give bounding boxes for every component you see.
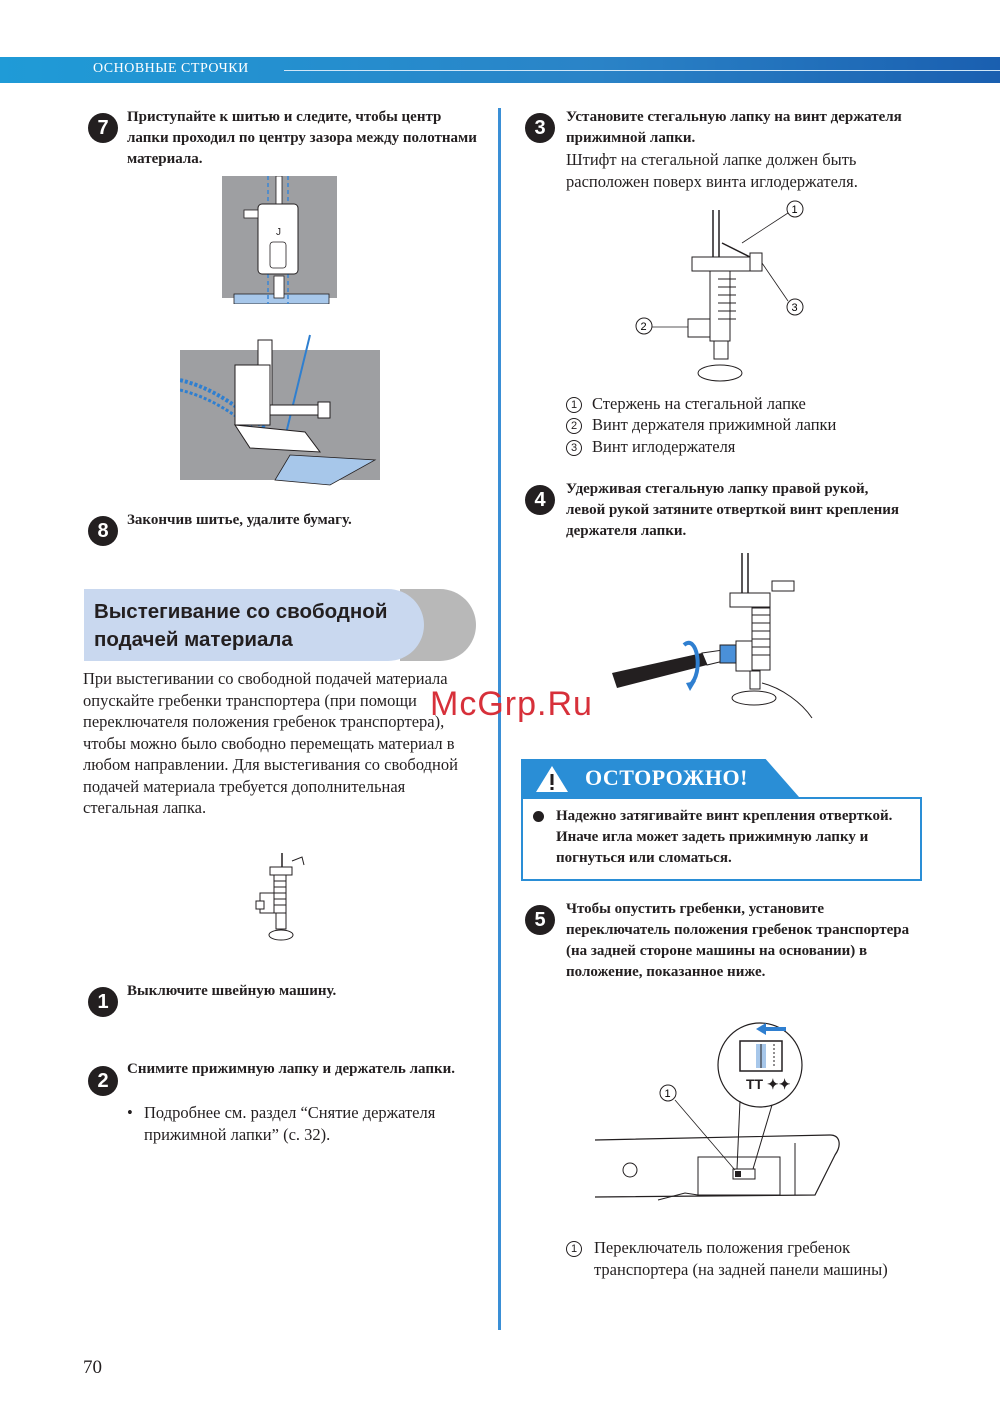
svg-text:1: 1 xyxy=(791,204,798,216)
watermark: McGrp.Ru xyxy=(430,685,593,723)
warning-text: Надежно затягивайте винт крепления отверткой. Иначе игла может задеть прижимную лапку и погнуться или сломаться. xyxy=(556,808,893,866)
step-1-title: Выключите швейную машину. xyxy=(127,983,337,999)
section-header: ОСНОВНЫЕ СТРОЧКИ xyxy=(93,61,249,76)
quilting-foot-install-illustration xyxy=(630,195,815,390)
page-number: 70 xyxy=(83,1357,102,1378)
step-2-title: Снимите прижимную лапку и держатель лапки. xyxy=(127,1061,456,1077)
warning-title: ОСТОРОЖНО! xyxy=(585,765,748,790)
legend-item: 3 Винт иглодержателя xyxy=(566,436,906,458)
legend-item: 2 Винт держателя прижимной лапки xyxy=(566,414,906,436)
step-1-number: 1 xyxy=(88,987,118,1017)
section-title: Выстегивание со свободной подачей материала xyxy=(94,600,388,651)
svg-text:ΤΤ ✦✦: ΤΤ ✦✦ xyxy=(746,1076,791,1092)
step-2-note: Подробнее см. раздел “Снятие держателя прижимной лапки” (с. 32). xyxy=(144,1103,436,1144)
step-3-title: Установите стегальную лапку на винт держателя прижимной лапки. xyxy=(566,109,902,146)
step-2-number: 2 xyxy=(88,1066,118,1096)
warning-triangle-icon xyxy=(535,765,569,793)
legend-item: 1 Стержень на стегальной лапке xyxy=(566,393,906,415)
screwdriver-tightening-illustration xyxy=(612,553,817,723)
step-8-number: 8 xyxy=(88,516,118,546)
svg-text:1: 1 xyxy=(664,1088,671,1100)
step-5-title: Чтобы опустить гребенки, установите переключатель положения гребенок транспортера (на задней стороне машины на основании) в положение, показанное ниже. xyxy=(566,901,910,980)
svg-text:2: 2 xyxy=(640,321,647,333)
step-3-text: Штифт на стегальной лапке должен быть расположен поверх винта иглодержателя. xyxy=(566,150,858,191)
step-3-number: 3 xyxy=(525,113,555,143)
step-5-number: 5 xyxy=(525,905,555,935)
intro-paragraph: При выстегивании со свободной подачей материала опускайте гребенки транспортера (при помощи переключателя положения гребенок транспортера), чтобы можно было свободно перемещать материал в любом направлении. Для выстегивания со свободной подачей материала требуется дополнительная стегальная лапка. xyxy=(83,669,458,817)
warning-bullet xyxy=(533,811,544,822)
step-4-number: 4 xyxy=(525,485,555,515)
bullet-dot: • xyxy=(127,1103,133,1122)
foot-letter: J xyxy=(276,227,281,238)
svg-text:3: 3 xyxy=(791,302,798,314)
presser-foot-top-illustration xyxy=(222,176,337,304)
legend-item: 1 xyxy=(566,1237,906,1259)
legend-label: Переключатель положения гребенок транспортера (на задней панели машины) xyxy=(594,1238,888,1279)
header-rule xyxy=(284,70,1000,71)
step-7-title: Приступайте к шитью и следите, чтобы центр лапки проходил по центру зазора между полотнами материала. xyxy=(127,109,477,167)
step-4-title: Удерживая стегальную лапку правой рукой, левой рукой затяните отверткой винт крепления держателя лапки. xyxy=(566,481,899,539)
quilting-foot-illustration xyxy=(252,853,307,943)
step-8-title: Закончив шитье, удалите бумагу. xyxy=(127,512,352,528)
step-7-number: 7 xyxy=(88,113,118,143)
feed-dog-switch-illustration xyxy=(590,1005,850,1210)
sewing-machine-stitching-illustration xyxy=(180,320,380,488)
